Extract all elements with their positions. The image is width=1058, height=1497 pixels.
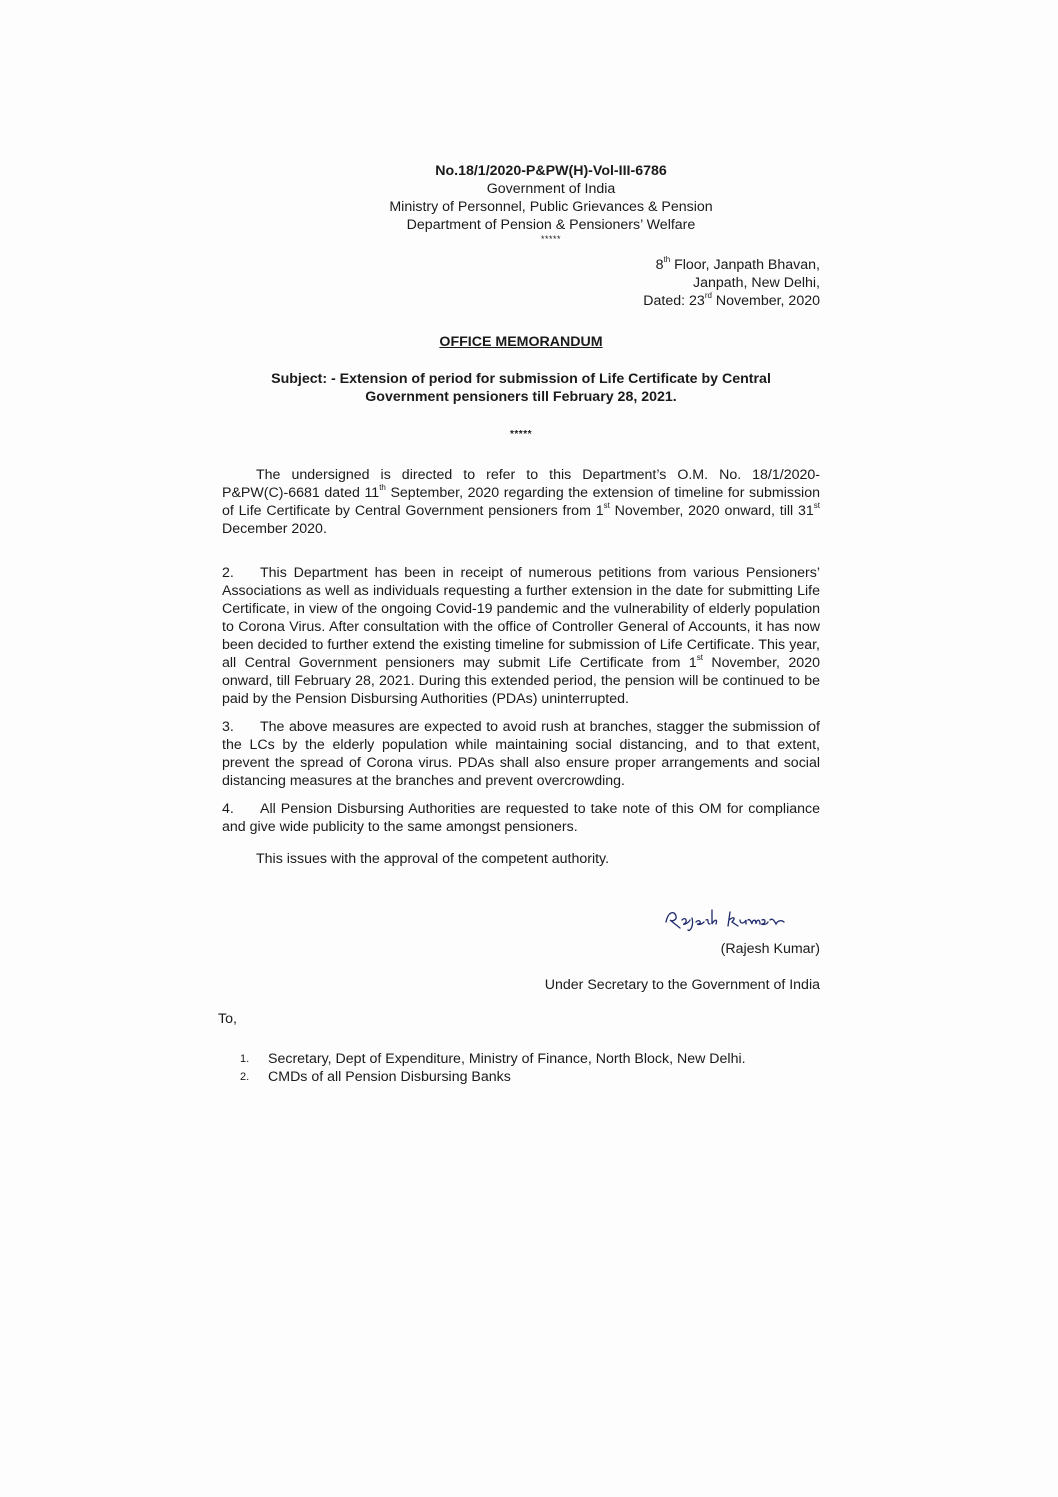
header-stars: *****	[540, 234, 561, 244]
p1-text-a: The undersigned is directed to refer to this Department’s O.M. No. 18/1/2020-P&PW(C)-6681 dated 11	[222, 467, 820, 501]
p3-text: The above measures are expected to avoid rush at branches, stagger the submission of the LCs by the elderly population while maintaining social distancing, and to that extent, prevent the spread of Corona virus. PDAs shall also ensure proper arrangements and social distancing measures at the branches and prevent overcrowding.	[222, 719, 820, 789]
department-line: Department of Pension & Pensioners’ Welfare	[406, 217, 696, 233]
paragraph-3	[222, 718, 820, 790]
letterhead	[282, 162, 820, 244]
memo-date	[222, 292, 820, 310]
p1-text-b: September, 2020 regarding the extension of timeline for submission of Life Certificate by Central Government pensioners from 1	[222, 485, 820, 519]
recipient-text: Secretary, Dept of Expenditure, Ministry of Finance, North Block, New Delhi.	[268, 1051, 746, 1067]
date-suffix: rd	[704, 291, 712, 301]
floor-building: Floor, Janpath Bhavan,	[670, 257, 820, 273]
recipient-list	[222, 1050, 820, 1086]
recipient-text: CMDs of all Pension Disbursing Banks	[268, 1069, 511, 1085]
address-floor	[222, 256, 820, 274]
p1-sup-1: th	[379, 483, 386, 493]
p3-number: 3.	[222, 719, 234, 735]
p1-text-d: December 2020.	[222, 521, 327, 537]
p1-text-c: November, 2020 onward, till 31	[609, 503, 814, 519]
p1-sup-3: st	[813, 501, 821, 511]
recipient-item	[240, 1050, 820, 1068]
ministry-line: Ministry of Personnel, Public Grievances & Pension	[389, 199, 713, 215]
date-month-year: November, 2020	[711, 293, 820, 309]
p1-sup-2: st	[603, 501, 610, 511]
paragraph-2	[222, 564, 820, 708]
p2-sup-1: st	[696, 653, 703, 663]
p2-text-b: November, 2020 onward, till February 28, 2021. During this extended period, the pension will be continued to be paid by the Pension Disbursing Authorities (PDAs) uninterrupted.	[222, 655, 820, 707]
p2-text-a: This Department has been in receipt of numerous petitions from various Pensioners’ Associations as well as individuals requesting a further extension in the date for submitting Life Certificate, in view of the ongoing Covid-19 pandemic and the vulnerability of elderly population to Corona Virus. After consultation with the office of Controller General of Accounts, it has now been decided to further extend the existing timeline for submission of Life Certificate. This year, all Central Government pensioners may submit Life Certificate from 1	[222, 565, 820, 671]
floor-number: 8	[655, 257, 664, 273]
p4-text: All Pension Disbursing Authorities are requested to take note of this OM for compliance and give wide publicity to the same amongst pensioners.	[222, 801, 820, 835]
signer-name: (Rajesh Kumar)	[720, 941, 820, 957]
recipient-number: 1.	[240, 1053, 250, 1065]
recipient-item	[240, 1068, 820, 1086]
signature-scribble	[660, 904, 820, 932]
memo-content	[218, 162, 821, 1100]
subject-stars: *****	[510, 429, 532, 440]
memo-title: OFFICE MEMORANDUM	[439, 334, 603, 350]
recipient-number: 2.	[240, 1071, 250, 1083]
p4-number: 4.	[222, 801, 234, 817]
office-address	[222, 256, 820, 310]
reference-number: No.18/1/2020-P&PW(H)-Vol-III-6786	[435, 163, 667, 179]
paragraph-4	[222, 800, 820, 836]
paragraph-1	[222, 466, 820, 538]
p2-number: 2.	[222, 565, 234, 581]
handwritten-signature	[222, 904, 820, 932]
date-prefix: Dated: 23	[643, 293, 705, 309]
to-label: To,	[218, 1011, 237, 1027]
floor-suffix: th	[663, 255, 671, 265]
memo-subject: Subject: - Extension of period for submission of Life Certificate by Central Government pensioners till February 28, 2021.	[271, 371, 771, 405]
closing-line: This issues with the approval of the competent authority.	[256, 851, 610, 867]
government-line: Government of India	[486, 181, 616, 197]
address-city: Janpath, New Delhi,	[693, 275, 820, 291]
signer-designation: Under Secretary to the Government of India	[544, 977, 820, 993]
